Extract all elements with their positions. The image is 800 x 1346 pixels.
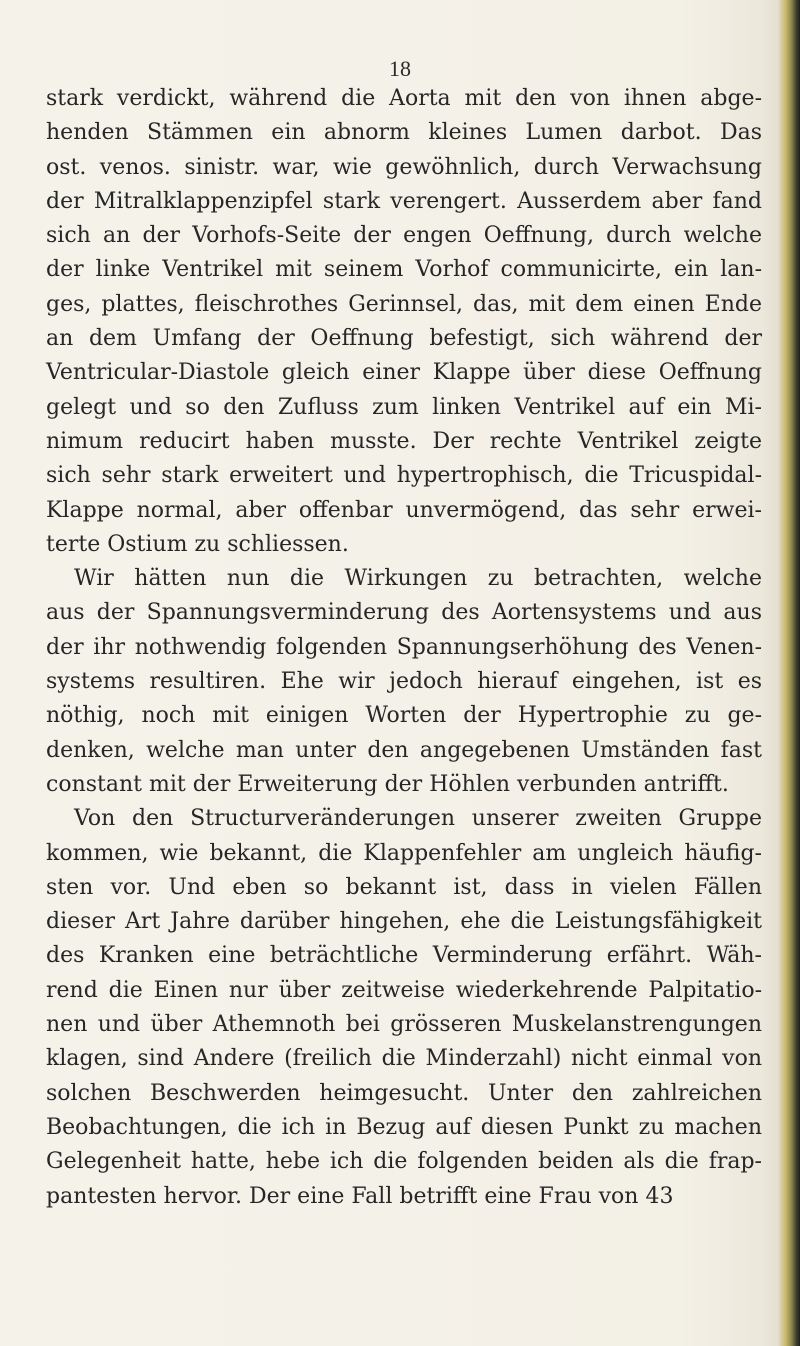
text-line: gelegt und so den Zufluss zum linken Ventrikel auf ein Mi- xyxy=(46,394,762,420)
paragraph xyxy=(46,562,762,802)
text-line: Klappe normal, aber offenbar unvermögend, das sehr erwei- xyxy=(46,497,762,523)
text-line: pantesten hervor. Der eine Fall betrifft eine Frau von 43 xyxy=(46,1183,674,1209)
text-line: an dem Umfang der Oeffnung befestigt, sich während der xyxy=(46,326,762,352)
text-line: nöthig, noch mit einigen Worten der Hypertrophie zu ge- xyxy=(46,703,762,729)
text-line: der ihr nothwendig folgenden Spannungserhöhung des Venen- xyxy=(46,634,762,660)
paragraph xyxy=(46,802,762,1214)
text-line: sich sehr stark erweitert und hypertrophisch, die Tricuspidal- xyxy=(46,463,762,489)
text-line: ost. venos. sinistr. war, wie gewöhnlich, durch Verwachsung xyxy=(46,154,762,180)
page-number: 18 xyxy=(389,56,411,81)
text-line: rend die Einen nur über zeitweise wiederkehrende Palpitatio- xyxy=(46,977,762,1003)
text-line: aus der Spannungsverminderung des Aortensystems und aus xyxy=(46,600,762,626)
text-line: Wir hätten nun die Wirkungen zu betrachten, welche xyxy=(74,566,762,592)
paragraph xyxy=(46,82,762,562)
text-line: der linke Ventrikel mit seinem Vorhof communicirte, ein lan- xyxy=(46,257,762,283)
text-line: systems resultiren. Ehe wir jedoch hierauf eingehen, ist es xyxy=(46,669,762,695)
text-line: des Kranken eine beträchtliche Verminderung erfährt. Wäh- xyxy=(46,943,762,969)
body-text xyxy=(46,82,762,1214)
text-line: sich an der Vorhofs-Seite der engen Oeffnung, durch welche xyxy=(46,223,762,249)
text-line: sten vor. Und eben so bekannt ist, dass in vielen Fällen xyxy=(46,874,762,900)
text-line: nen und über Athemnoth bei grösseren Muskelanstrengungen xyxy=(46,1012,762,1038)
text-line: nimum reducirt haben musste. Der rechte Ventrikel zeigte xyxy=(46,428,762,454)
text-line: Gelegenheit hatte, hebe ich die folgenden beiden als die frap- xyxy=(46,1149,762,1175)
text-line: solchen Beschwerden heimgesucht. Unter den zahlreichen xyxy=(46,1080,762,1106)
text-line: terte Ostium zu schliessen. xyxy=(46,531,349,557)
text-line: henden Stämmen ein abnorm kleines Lumen darbot. Das xyxy=(46,120,762,146)
text-line: stark verdickt, während die Aorta mit den von ihnen abge- xyxy=(46,86,762,111)
text-line: Von den Structurveränderungen unserer zweiten Gruppe xyxy=(74,806,762,832)
text-line: dieser Art Jahre darüber hingehen, ehe die Leistungsfähigkeit xyxy=(46,909,762,935)
text-line: klagen, sind Andere (freilich die Minderzahl) nicht einmal von xyxy=(46,1046,762,1072)
text-line: Ventricular-Diastole gleich einer Klappe über diese Oeffnung xyxy=(46,360,762,386)
text-line: Beobachtungen, die ich in Bezug auf diesen Punkt zu machen xyxy=(46,1114,762,1140)
text-line: kommen, wie bekannt, die Klappenfehler am ungleich häufig- xyxy=(46,840,762,866)
text-line: der Mitralklappenzipfel stark verengert. Ausserdem aber fand xyxy=(46,188,762,214)
page-edge-binding xyxy=(778,0,800,1346)
text-line: ges, plattes, fleischrothes Gerinnsel, das, mit dem einen Ende xyxy=(46,291,762,317)
text-line: constant mit der Erweiterung der Höhlen verbunden antrifft. xyxy=(46,771,729,797)
text-line: denken, welche man unter den angegebenen Umständen fast xyxy=(46,737,762,763)
